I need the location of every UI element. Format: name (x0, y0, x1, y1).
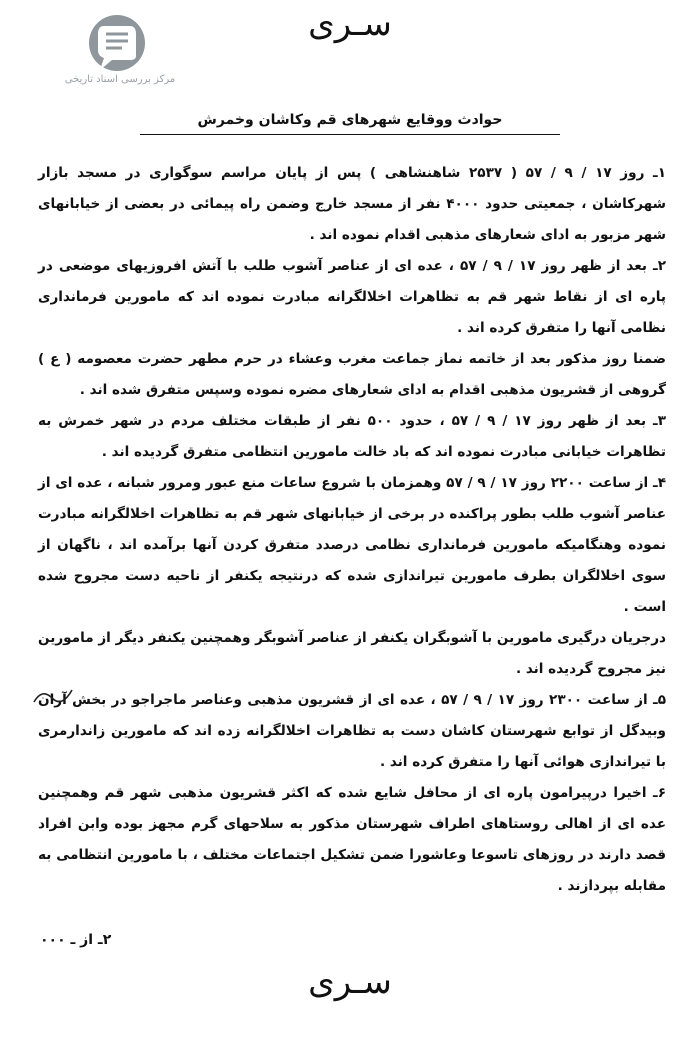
handwritten-mark-icon (30, 680, 80, 710)
paragraph-5: ۴ـ از ساعت ۲۲۰۰ روز ۱۷ / ۹ / ۵۷ وهمزمان با شروع ساعات منع عبور ومرور شبانه ، عده ای از عناصر آشوب طلب بطور پراکنده در برخی از خیابانهای شهر قم به تظاهرات اخلالگرانه مبادرت نموده وهنگامیکه مامورین فرمانداری نظامی درصدد متفرق کردن آنها برآمده اند ، ناگهان از سوی اخلالگران بطرف مامورین تیراندازی شده که درنتیجه یکنفر از ناحیه دست مجروح شده است . (38, 475, 666, 615)
paragraph-1: ۱ـ روز ۱۷ / ۹ / ۵۷ ( ۲۵۳۷ شاهنشاهی ) پس از پایان مراسم سوگواری در مسجد بازار شهرکاشان ، جمعیتی حدود ۴۰۰۰ نفر از مسجد خارج وضمن راه پیمائی در بعضی از خیابانهای شهر مزبور به ادای شعارهای مذهبی اقدام نموده اند . (38, 165, 666, 243)
page-number: ۲ـ از ـ ۰۰۰ (40, 932, 112, 948)
archive-logo-text: مرکز بررسی اسناد تاریخی (64, 74, 176, 85)
paragraph-2: ۲ـ بعد از ظهر روز ۱۷ / ۹ / ۵۷ ، عده ای از عناصر آشوب طلب با آتش افروزیهای موضعی در پاره ای از نقاط شهر قم به تظاهرات اخلالگرانه مبادرت نموده اند که مامورین فرمانداری نظامی آنها را متفرق کرده اند . (38, 258, 667, 336)
document-body (38, 158, 666, 902)
paragraph-3: ضمنا روز مذکور بعد از خاتمه نماز جماعت مغرب وعشاء در حرم مطهر حضرت معصومه ( ع ) گروهی از قشریون مذهبی اقدام به ادای شعارهای مضره نموده وسپس متفرق شده اند . (38, 351, 666, 398)
archive-logo-icon (86, 12, 148, 74)
classification-header: سـری (308, 4, 392, 44)
paragraph-4: ۳ـ بعد از ظهر روز ۱۷ / ۹ / ۵۷ ، حدود ۵۰۰ نفر از طبقات مختلف مردم در شهر خمرش به تظاهرات خیابانی مبادرت نموده اند که باد خالت مامورین انتظامی متفرق گردیده اند . (38, 413, 666, 460)
paragraph-7: ۵ـ از ساعت ۲۳۰۰ روز ۱۷ / ۹ / ۵۷ ، عده ای از قشریون مذهبی وعناصر ماجراجو در بخش آران وبیدگل از توابع شهرستان کاشان دست به تظاهرات اخلالگرانه زده اند که مامورین زاندارمری با تیراندازی هوائی آنها را متفرق کرده اند . (38, 692, 667, 770)
archive-logo (40, 12, 200, 92)
classification-footer: سـری (308, 962, 392, 1002)
paragraph-8: ۶ـ اخیرا درپیرامون پاره ای از محافل شایع شده که اکثر قشریون مذهبی شهر قم وهمچنین عده ای از اهالی روستاهای اطراف شهرستان مذکور به سلاحهای گرم مجهز بوده وابن افراد قصد دارند در روزهای تاسوعا وعاشورا ضمن تشکیل اجتماعات مختلف ، با مامورین انتظامی به مقابله بپردازند . (38, 785, 666, 894)
paragraph-6: درجریان درگیری مامورین با آشوبگران یکنفر از عناصر آشوبگر وهمچنین یکنفر دیگر از مامورین نیز مجروح گردیده اند . (38, 630, 666, 677)
document-title: حوادث ووقایع شهرهای قم وکاشان وخمرش (140, 112, 560, 135)
